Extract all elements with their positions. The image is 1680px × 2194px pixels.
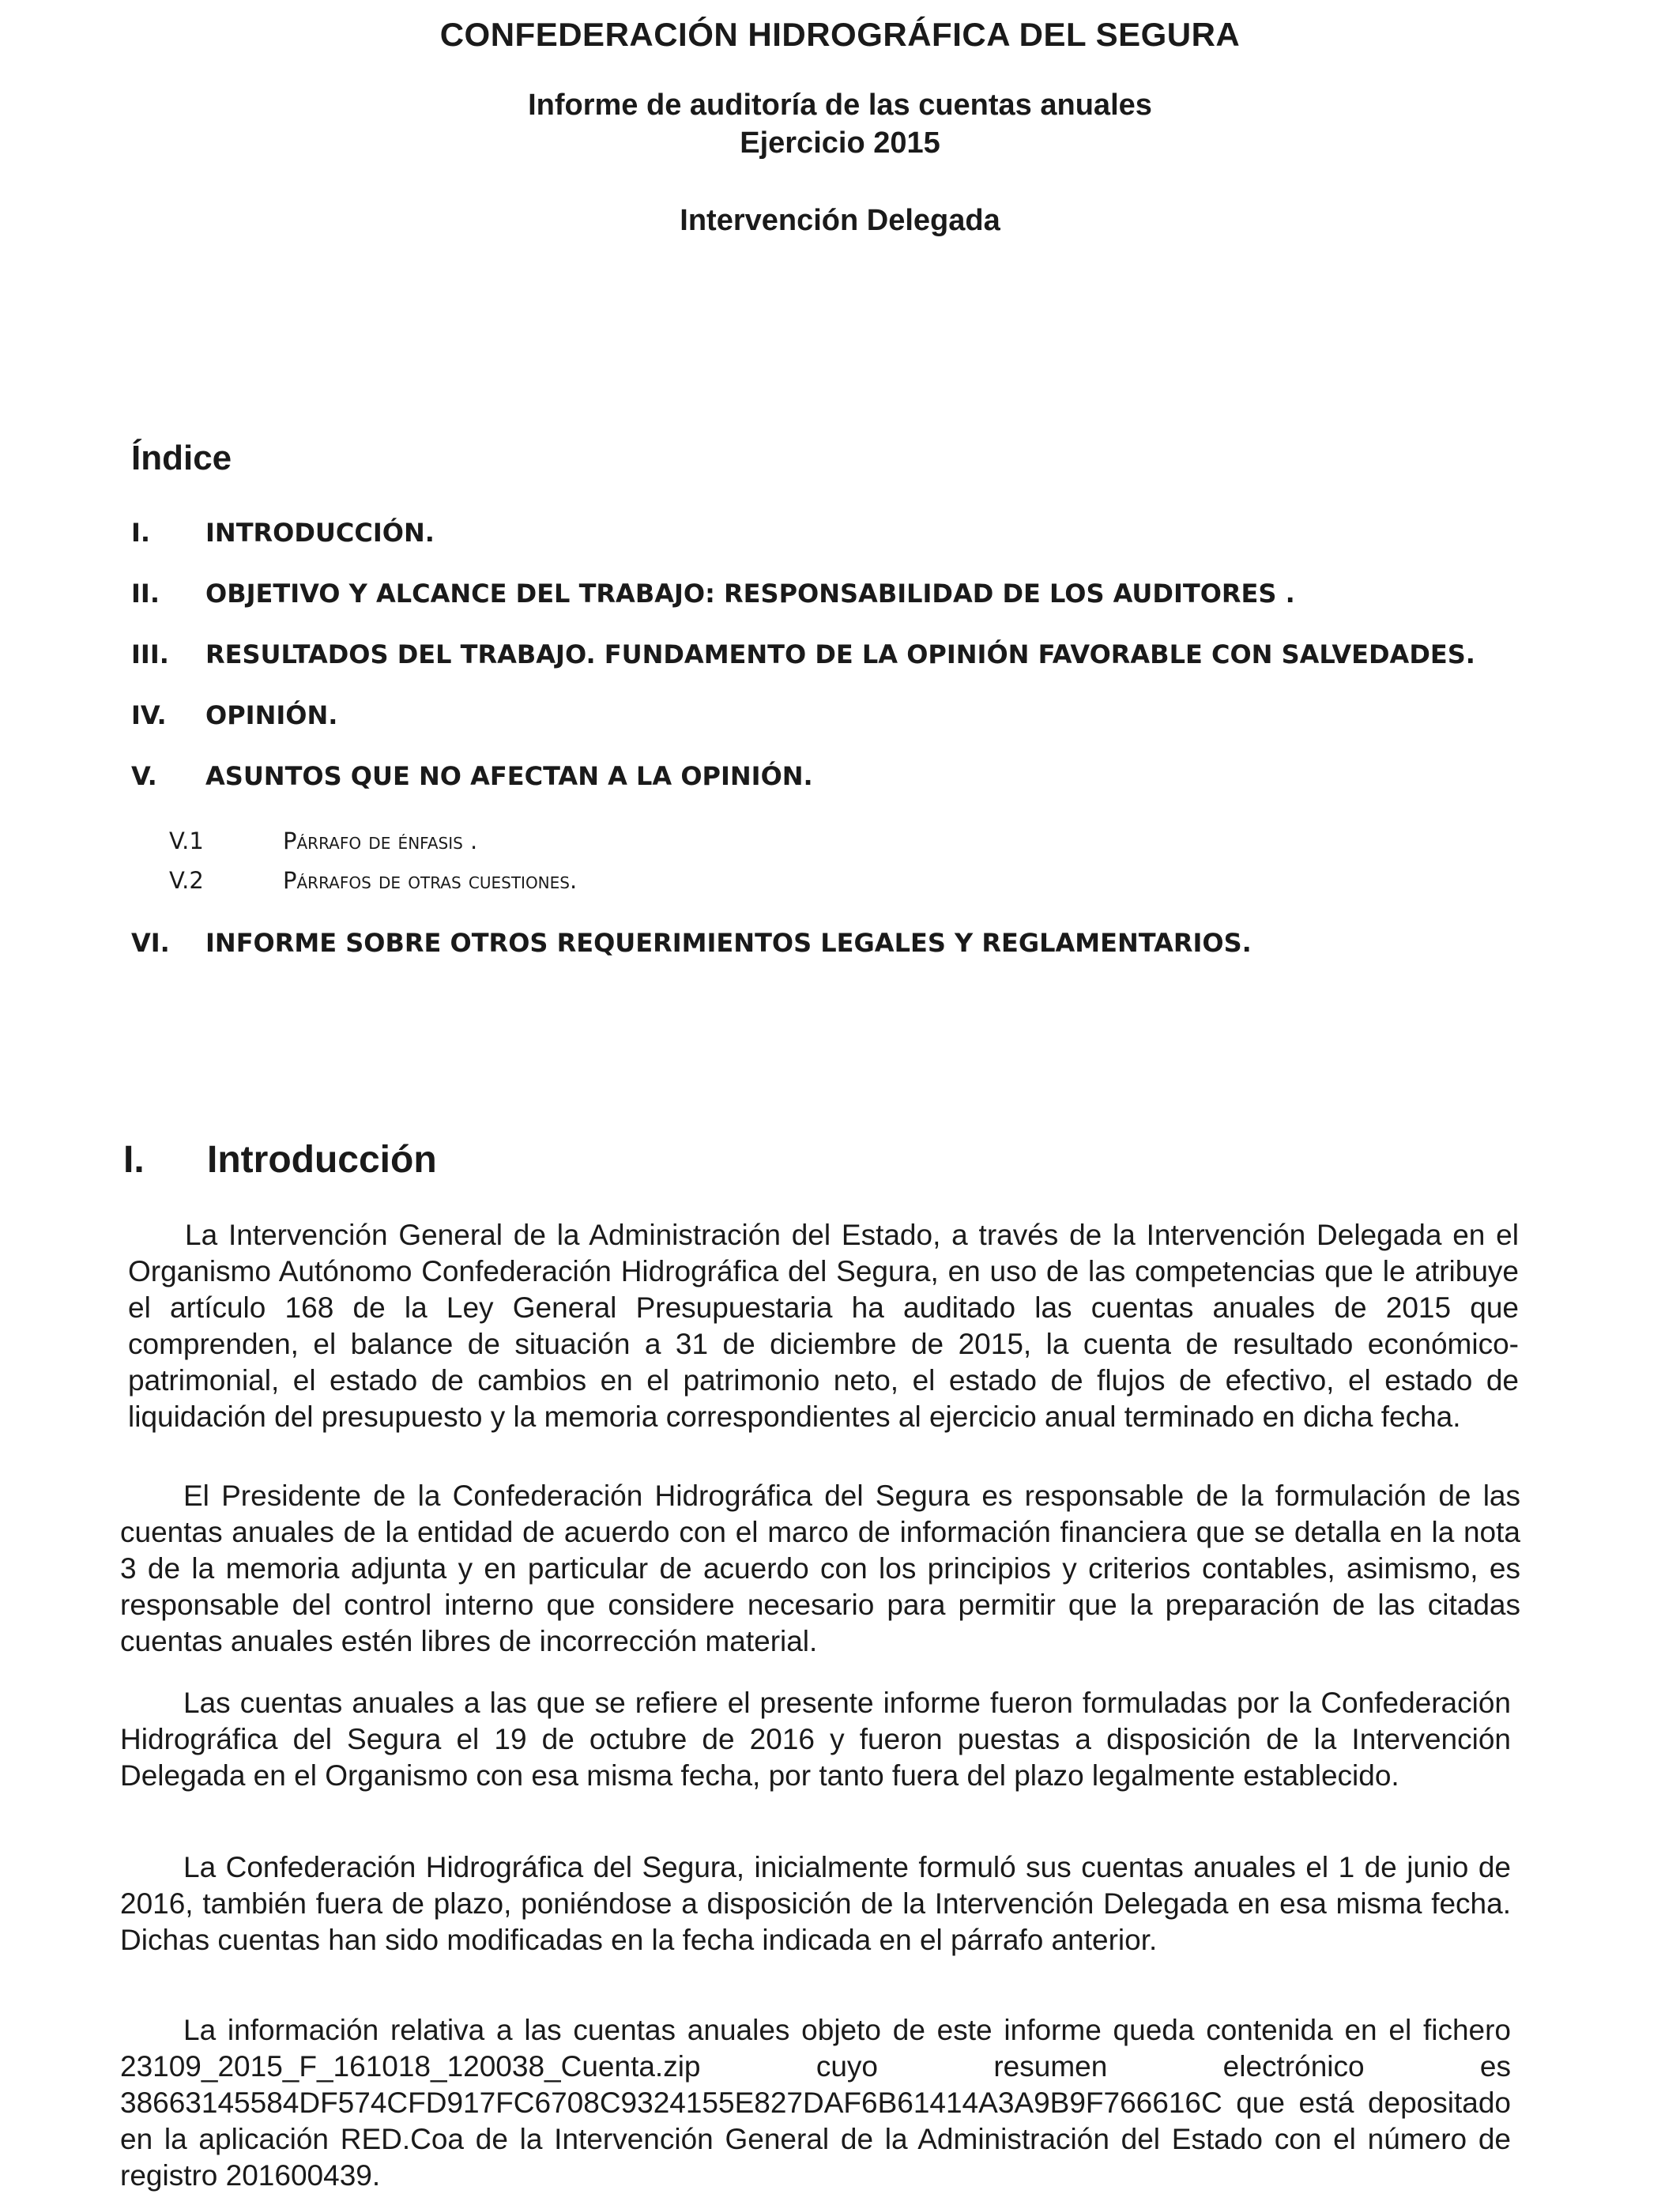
toc-item-number: IV. [131,700,167,730]
fiscal-year: Ejercicio 2015 [740,126,940,160]
toc-item-number: I. [131,518,151,548]
toc-item-number: VI. [131,928,170,958]
toc-item-number: V. [131,761,157,791]
report-subtitle: Informe de auditoría de las cuentas anuales [528,89,1152,122]
toc-item-label: OBJETIVO Y ALCANCE DEL TRABAJO: RESPONSABILIDAD DE LOS AUDITORES . [205,579,1295,609]
toc-item-label: INFORME SOBRE OTROS REQUERIMIENTOS LEGALES Y REGLAMENTARIOS. [205,928,1252,958]
toc-subitem-label: Párrafo de énfasis . [283,827,478,854]
intro-paragraph: El Presidente de la Confederación Hidrográfica del Segura es responsable de la formulación de las cuentas anuales de la entidad de acuerdo con el marco de información financiera que se detalla en la nota 3 de la memoria adjunta y en particular de acuerdo con los principios y criterios contables, asimismo, es responsable del control interno que considere necesario para permitir que la preparación de las citadas cuentas anuales estén libres de incorrección material. [120,1480,1520,1657]
intro-paragraph: La información relativa a las cuentas anuales objeto de este informe queda contenida en el fichero 23109_2015_F_161018_120038_Cuenta.zip cuyo resumen electrónico es 38663145584DF574CFD917FC6708C9324155E827DAF6B61414A3A9B9F766616C que está depositado en la aplicación RED.Coa de la Intervención General de la Administración del Estado con el número de registro 201600439. [120,2014,1511,2192]
toc-subitem-label: Párrafos de otras cuestiones. [283,867,578,894]
toc-subitem-number: V.1 [169,827,204,854]
issuing-office: Intervención Delegada [680,204,1000,237]
intro-paragraph: Las cuentas anuales a las que se refiere el presente informe fueron formuladas por la Confederación Hidrográfica del Segura el 19 de octubre de 2016 y fueron puestas a disposición de la Intervención Delegada en el Organismo con esa misma fecha, por tanto fuera del plazo legalmente establecido. [120,1687,1511,1792]
toc-item-number: III. [131,639,169,669]
intro-paragraph: La Intervención General de la Administración del Estado, a través de la Intervención Delegada en el Organismo Autónomo Confederación Hidrográfica del Segura, en uso de las competencias que le atribuye el artículo 168 de la Ley General Presupuestaria ha auditado las cuentas anuales de 2015 que comprenden, el balance de situación a 31 de diciembre de 2015, la cuenta de resultado económico-patrimonial, el estado de cambios en el patrimonio neto, el estado de flujos de efectivo, el estado de liquidación del presupuesto y la memoria correspondientes al ejercicio anual terminado en dicha fecha. [128,1219,1519,1433]
toc-item-label: ASUNTOS QUE NO AFECTAN A LA OPINIÓN. [205,761,813,791]
toc-item-label: INTRODUCCIÓN. [205,518,435,548]
toc-item-label: OPINIÓN. [205,700,338,730]
index-heading: Índice [131,439,232,477]
section-number: I. [123,1139,145,1181]
section-title: Introducción [207,1139,437,1181]
toc-item-number: II. [131,579,160,609]
document-title: CONFEDERACIÓN HIDROGRÁFICA DEL SEGURA [439,16,1241,53]
intro-paragraph: La Confederación Hidrográfica del Segura, inicialmente formuló sus cuentas anuales el 1 de junio de 2016, también fuera de plazo, poniéndose a disposición de la Intervención Delegada en esa misma fecha. Dichas cuentas han sido modificadas en la fecha indicada en el párrafo anterior. [120,1851,1511,1956]
toc-subitem-number: V.2 [169,867,204,894]
toc-item-label: RESULTADOS DEL TRABAJO. FUNDAMENTO DE LA OPINIÓN FAVORABLE CON SALVEDADES. [205,639,1475,669]
